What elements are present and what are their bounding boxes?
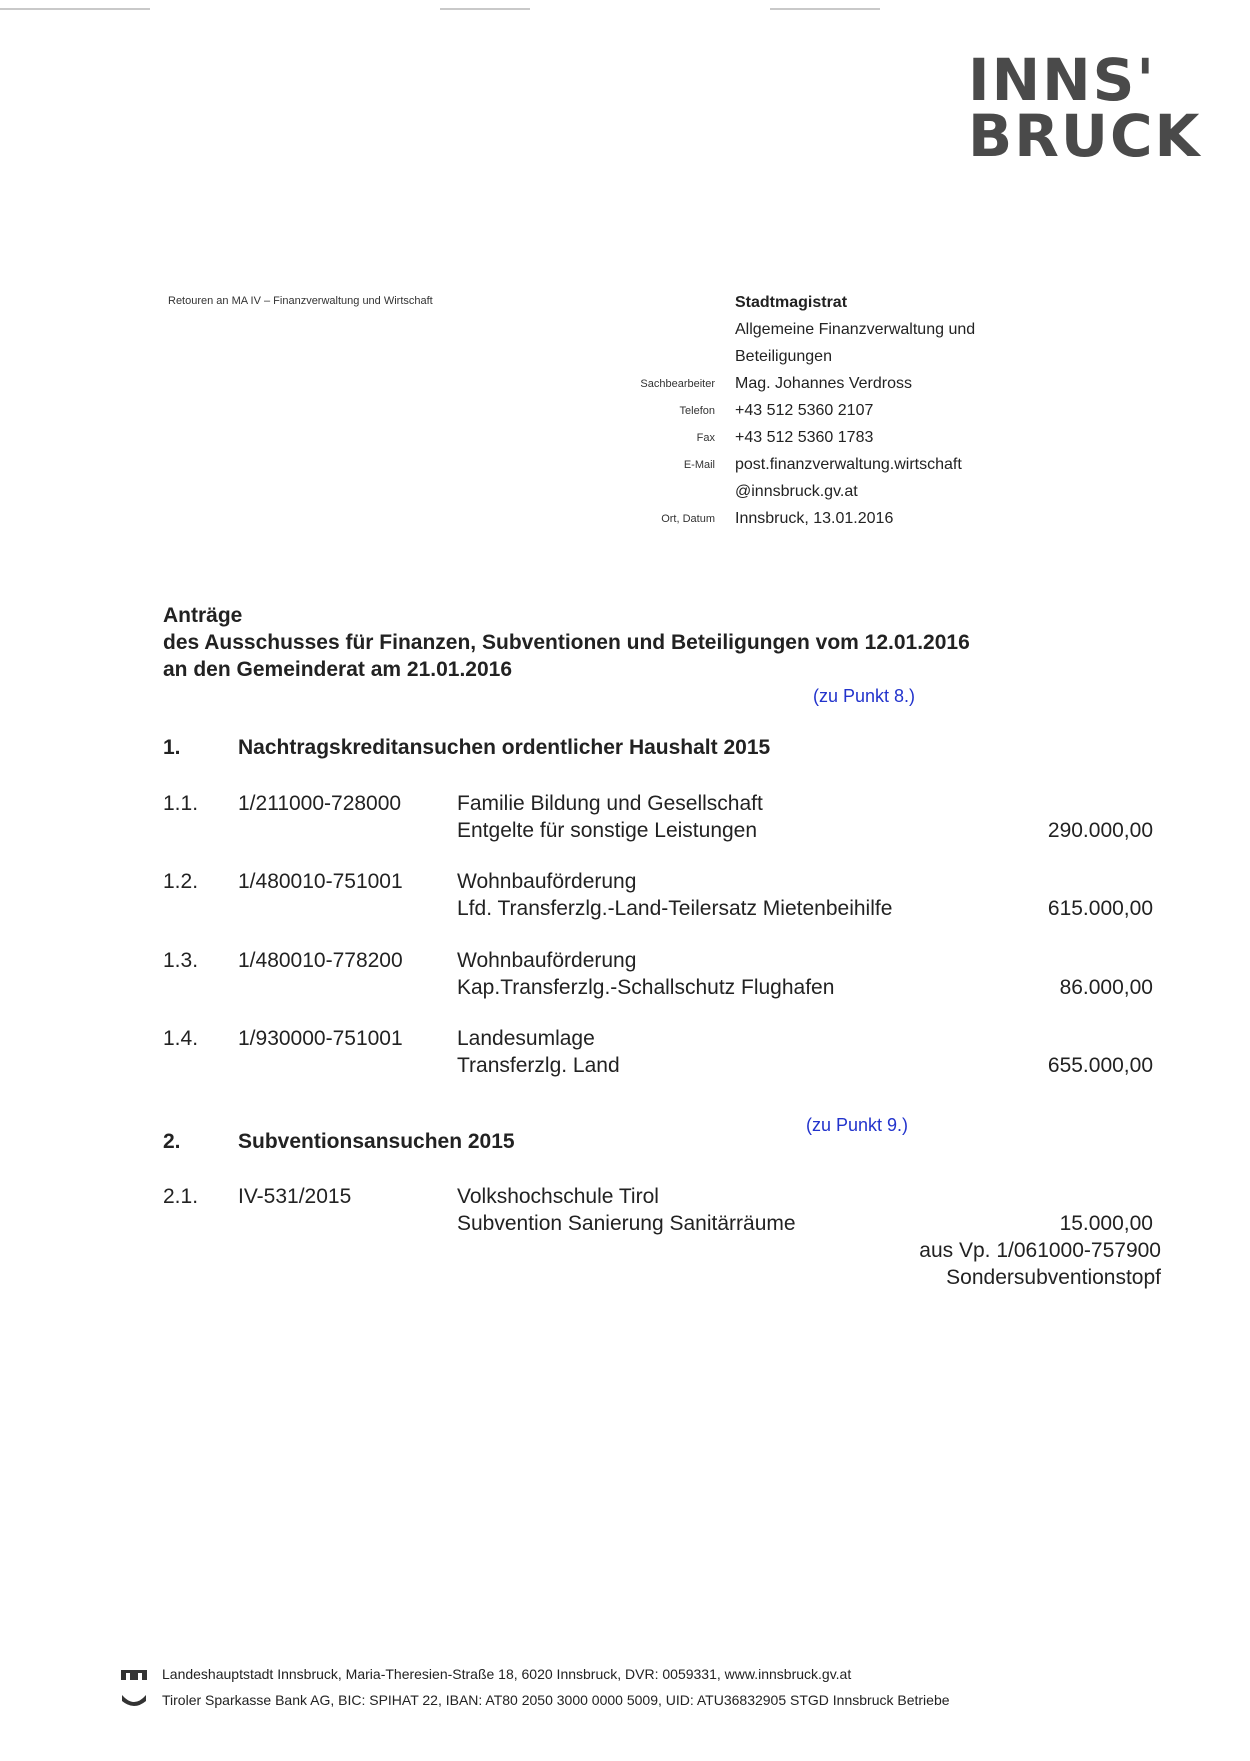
footer-bank: Tiroler Sparkasse Bank AG, BIC: SPIHAT 22, IBAN: AT80 2050 3000 0000 5009, UID: ATU36832905 STGD Innsbruck Betriebe xyxy=(162,1692,950,1708)
return-address: Retouren an MA IV – Finanzverwaltung und Wirtschaft xyxy=(168,295,433,307)
scan-artifact xyxy=(0,8,150,10)
sender-block xyxy=(580,285,1100,528)
section-title-text: Nachtragskreditansuchen ordentlicher Haushalt 2015 xyxy=(238,736,771,759)
clerk-label: Sachbearbeiter xyxy=(640,378,715,390)
phone-value: +43 512 5360 2107 xyxy=(735,402,874,419)
heading-line3: an den Gemeinderat am 21.01.2016 xyxy=(163,658,513,681)
email-value-cont: @innsbruck.gv.at xyxy=(735,483,858,500)
item-account: 1/480010-778200 xyxy=(238,949,403,972)
document-heading xyxy=(163,602,970,683)
sender-org: Stadtmagistrat xyxy=(735,294,848,311)
item-description-detail: Lfd. Transferzlg.-Land-Teilersatz Mietenbeihilfe xyxy=(457,897,893,920)
fax-label: Fax xyxy=(696,432,715,444)
heading-line2: des Ausschusses für Finanzen, Subventionen und Beteiligungen vom 12.01.2016 xyxy=(163,631,970,654)
item-description: Landesumlage xyxy=(457,1027,595,1050)
sender-dept: Allgemeine Finanzverwaltung und xyxy=(735,321,976,338)
city-logo xyxy=(968,46,1202,170)
agenda-reference: (zu Punkt 8.) xyxy=(813,686,916,706)
item-account: 1/480010-751001 xyxy=(238,870,403,893)
heading-line1: Anträge xyxy=(163,604,243,627)
section-title-text: Subventionsansuchen 2015 xyxy=(238,1130,515,1153)
item-account: 1/211000-728000 xyxy=(238,792,402,815)
item-description: Wohnbauförderung xyxy=(457,870,637,893)
item-number: 1.1. xyxy=(163,792,199,815)
item-number: 1.2. xyxy=(163,870,199,893)
fax-value: +43 512 5360 1783 xyxy=(735,429,874,446)
email-value: post.finanzverwaltung.wirtschaft xyxy=(735,456,962,473)
item-amount: 615.000,00 xyxy=(1047,897,1153,920)
city-emblem-icon xyxy=(120,1667,148,1681)
date-label: Ort, Datum xyxy=(661,513,715,525)
item-number: 1.4. xyxy=(163,1027,199,1050)
item-account: 1/930000-751001 xyxy=(238,1027,403,1050)
item-account: IV-531/2015 xyxy=(238,1185,352,1208)
logo-line1: INNS' xyxy=(968,46,1157,114)
scan-artifact xyxy=(770,8,880,10)
phone-label: Telefon xyxy=(679,405,715,417)
item-description: Familie Bildung und Gesellschaft xyxy=(457,792,763,815)
item-description-detail: Kap.Transferzlg.-Schallschutz Flughafen xyxy=(457,976,835,999)
item-budget-fund: Sondersubventionstopf xyxy=(946,1266,1161,1289)
page-footer xyxy=(120,1661,950,1713)
date-value: Innsbruck, 13.01.2016 xyxy=(735,510,894,527)
item-budget-line: aus Vp. 1/061000-757900 xyxy=(919,1239,1161,1262)
item-number: 1.3. xyxy=(163,949,199,972)
section-number: 2. xyxy=(163,1130,181,1153)
item-amount: 655.000,00 xyxy=(1047,1054,1153,1077)
item-amount: 290.000,00 xyxy=(1047,819,1153,842)
item-number: 2.1. xyxy=(163,1185,199,1208)
scan-artifact xyxy=(440,8,530,10)
footer-address: Landeshauptstadt Innsbruck, Maria-Theresien-Straße 18, 6020 Innsbruck, DVR: 0059331, www.innsbruck.gv.at xyxy=(162,1666,852,1682)
agenda-reference: (zu Punkt 9.) xyxy=(806,1115,909,1135)
clerk-name: Mag. Johannes Verdross xyxy=(735,375,912,392)
email-label: E-Mail xyxy=(683,459,715,471)
item-description-detail: Transferzlg. Land xyxy=(457,1054,620,1077)
sender-dept-cont: Beteiligungen xyxy=(735,348,832,365)
item-description: Volkshochschule Tirol xyxy=(457,1185,659,1208)
item-description-detail: Entgelte für sonstige Leistungen xyxy=(457,819,758,842)
item-description: Wohnbauförderung xyxy=(457,949,637,972)
section-1-title xyxy=(163,736,770,760)
section-2-title xyxy=(163,1130,515,1154)
item-description-detail: Subvention Sanierung Sanitärräume xyxy=(457,1212,796,1235)
logo-line2: BRUCK xyxy=(968,102,1202,170)
item-amount: 86.000,00 xyxy=(1059,976,1153,999)
city-emblem-bottom-icon xyxy=(120,1693,148,1707)
item-amount: 15.000,00 xyxy=(1059,1212,1153,1235)
section-number: 1. xyxy=(163,736,181,759)
